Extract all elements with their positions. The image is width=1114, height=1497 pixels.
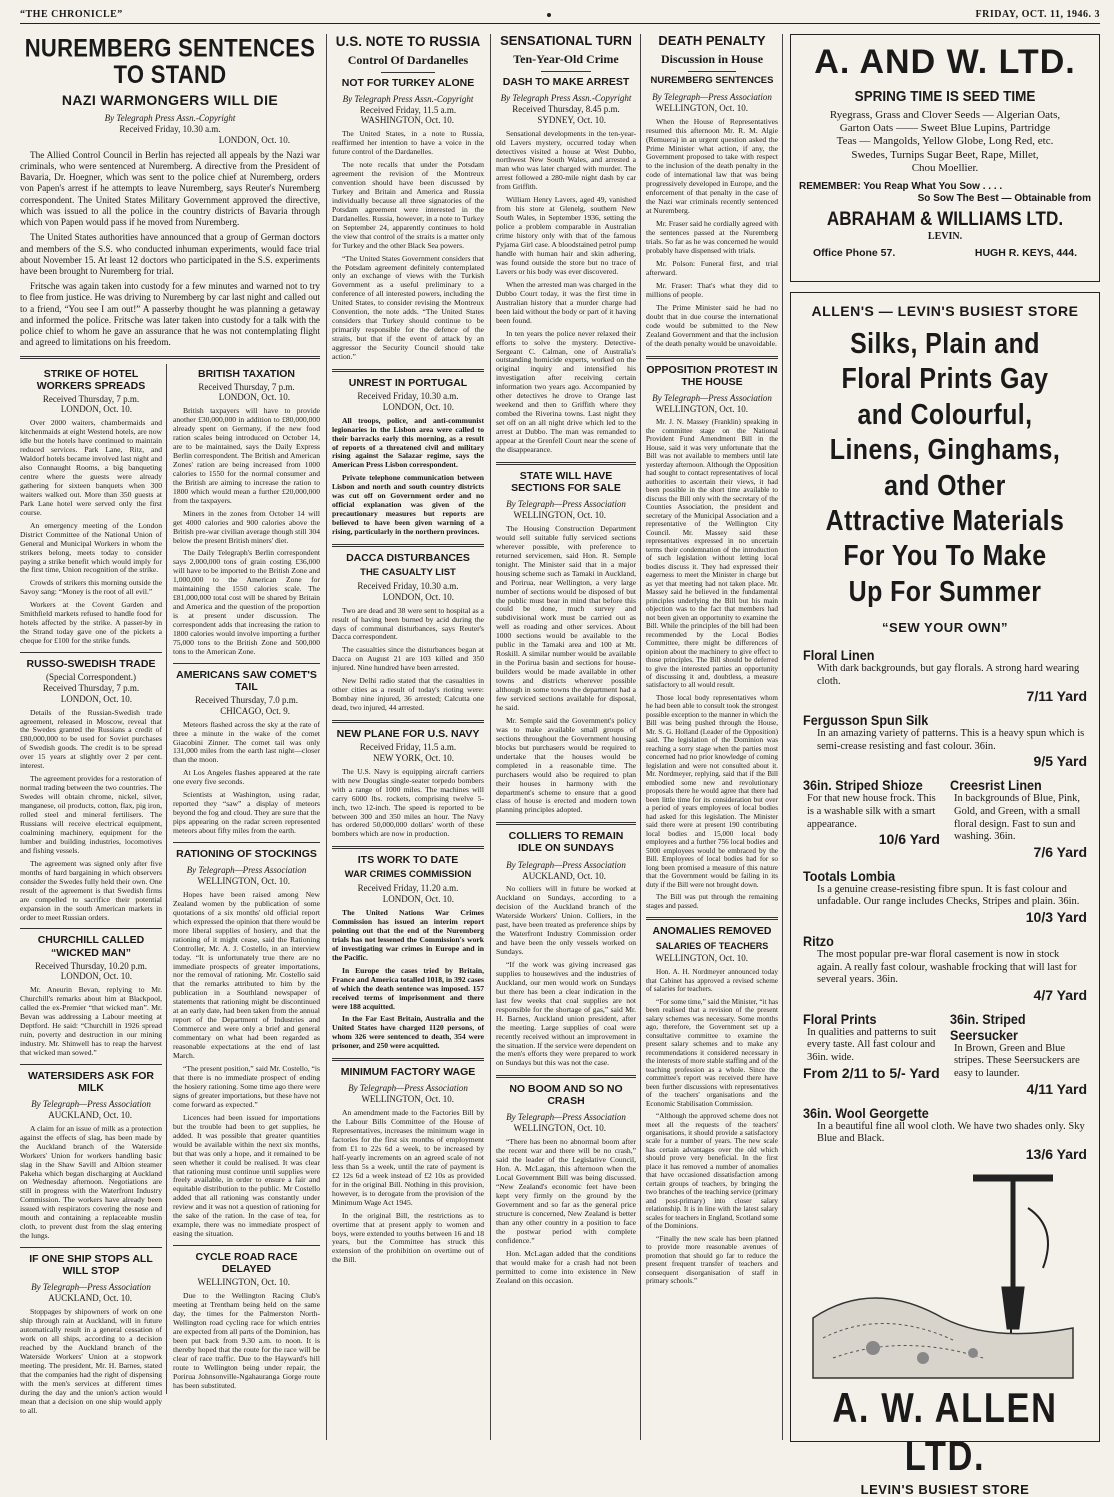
article-paragraph: Hon. McLagan added that the conditions that would make for a crash had not been permitted to come into existence in New Zealand on this occasion.	[496, 1248, 636, 1285]
received-line: Received Friday, 10.30 a.m.	[119, 124, 221, 135]
article-paragraph: “Although the approved scheme does not meet all the requests of the teachers' organisations, it should provide a satisfactory scale for a number of years. The new scale has certain advantages over the old which should prove very beneficial. In the first place it has removed a number of anomalies that have occasioned dissatisfaction among certain groups of teachers, by bringing the two branches of the teaching service (primary and post-primary) into closer salary relationship. It is in line with the latest salary scales for teachers in England, Scotland some of the Dominions.	[646, 1112, 778, 1231]
product-price: 4/11 Yard	[1026, 1080, 1087, 1097]
dateline: WELLINGTON, Oct. 10.	[197, 1277, 290, 1288]
article-paragraph: An amendment made to the Factories Bill by the Labour Bills Committee of the House of Representatives, increases the minimum wage in factories for the first six months of employment from £1 to 22s 6d a week, to be increased by half-yearly increments on an agreed scale of not less than 5s a week, until the rate of payment is £2 12s 6d a week instead of £2 10s as provided for in the original Bill. Nothing in this provision, however, is to derogate from the provision of the Minimum Wage Act 1945.	[332, 1108, 484, 1207]
aw-town: LEVIN.	[927, 230, 963, 242]
aw-advertisement	[790, 34, 1100, 282]
received-line: Received Friday, 10.30 a.m.	[357, 581, 459, 592]
dateline: WELLINGTON, Oct. 10.	[513, 510, 606, 521]
article-paragraph: The note recalls that under the Potsdam agreement the revision of the Montreux convention should have been discussed by Turkey and Britain and America and Russia individually because all three signatories of the Potsdam agreement were interested in the Dardanelles. Russia, however, in a note to Turkey on September 24, apparently continues to hold the view that control of the straits is a matter only for Turkey and the other Black Sea powers.	[332, 160, 484, 250]
byline: By Telegraph Press Assn.-Copyright	[500, 93, 632, 103]
column-rule	[326, 34, 327, 1440]
article-paragraph: The U.S. Navy is equipping aircraft carriers with new Douglas single-seater torpedo bombers with a range of 1000 miles. The machines will carry 6000 lbs. rockets, comprising twelve 5-inch, two 12-inch. The speed is reported to be between 300 and 350 miles an hour. The Navy has ordered 50,000,000 dollars' worth of these bombers which are now in production.	[332, 766, 484, 839]
product-price: 4/7 Yard	[1033, 986, 1087, 1003]
article-kicker: DASH TO MAKE ARREST	[502, 75, 630, 88]
dateline: WELLINGTON, Oct. 10.	[361, 1094, 454, 1105]
article-title: COLLIERS TO REMAIN IDLE ON SUNDAYS	[508, 830, 624, 855]
article-subtitle: Ten-Year-Old Crime	[513, 51, 619, 66]
product-name: Ritzo	[803, 932, 834, 949]
product-description: In qualities and patterns to suit every taste. All fast colour and 36in. wide.	[807, 1026, 937, 1063]
main-headline: NUREMBERG SENTENCES TO STAND	[24, 33, 316, 89]
masthead-right: FRIDAY, OCT. 11, 1946. 3	[975, 9, 1100, 20]
product-price: 7/6 Yard	[1033, 843, 1087, 860]
article-kicker: NUREMBERG SENTENCES	[650, 74, 774, 86]
aw-line: Garton Oats —— Sweet Blue Lupins, Partridge	[839, 122, 1051, 135]
article-title: DACCA DISTURBANCES	[346, 552, 470, 565]
article-paragraph: Stoppages by shipowners of work on one ship through rain at Auckland, will in future automatically result in a general cessation of work on all ships, according to a decision reached by the Auckland branch of the Waterside Workers' Union at a stopwork meeting. The president, Mr. H. Barnes, stated that the companies had the right of dispensing with the men's services at different times during the day and the union's action would mean that a decision on one ship would apply to all.	[20, 1307, 162, 1415]
product-item	[803, 1011, 940, 1097]
article-title: STRIKE OF HOTEL WORKERS SPREADS	[36, 367, 146, 392]
received-line: Received Thursday, 7 p.m.	[42, 682, 140, 693]
article-subtitle: Discussion in House	[660, 51, 764, 66]
article-title: UNREST IN PORTUGAL	[348, 377, 468, 389]
byline: By Telegraph—Press Association	[506, 1112, 626, 1123]
aw-sow: So Sow The Best — Obtainable from	[917, 192, 1091, 204]
dateline: LONDON, Oct. 10.	[60, 971, 132, 982]
article-paragraph: Over 2000 waiters, chambermaids and kitchenmaids at eight Westend hotels, are now idle but the hotels have continued to maintain reduced services. Park Lane, Ritz, and Waldorf hotels became involved last night and also Connaught Rooms, a big banqueting centre where the guests were already gathering for sixteen banquets when 300 waiters walked out. More than 350 guests at Park Lane hotel were served only the first course.	[20, 418, 162, 517]
dateline: LONDON, Oct. 10.	[382, 894, 454, 905]
article-paragraph: Due to the Wellington Racing Club's meeting at Trentham being held on the same day, the times for the Palmerston North-Wellington road cycling race for which entries are expected from all parts of the Dominion, has been put back from 9.30 a.m. to noon. It is thereby hoped that the route for the race will be clear of race traffic. Due to the Hayward's hill route to Wellington being under repair, the Porirua Johnsonville-Ngahauranga Gorge route has been substituted.	[173, 1291, 320, 1390]
article-paragraph: “There has been no abnormal boom after the recent war and there will be no crash,” said the leader of the Legislative Council, Hon. A. McLagan, this afternoon when the Local Government Bill was being discussed. “New Zealand's economic feet have been kept very firmly on the ground by the Government and so far as the general price structure is concerned, New Zealand is better than any other country in a position to face the postwar period with complete confidence.”	[496, 1137, 636, 1245]
article-paragraph: “Finally the new scale has been planned to provide more reasonable avenues of promotion that should go far to reduce the present frequent transfer of teachers and consequent disorganisation of staff in primary schools.”	[646, 1234, 778, 1286]
product-name: 36in. Wool Georgette	[803, 1104, 929, 1121]
received-line: Received Friday, 11.5 a.m.	[359, 742, 457, 753]
byline: By Telegraph—Press Association	[652, 392, 772, 403]
article-paragraph: Meteors flashed across the sky at the rate of three a minute in the wake of the comet Giacobini Zinner. The comet tail was only 131,000 miles from the earth last night—closer than the moon.	[173, 719, 320, 765]
article-title: DEATH PENALTY	[658, 33, 766, 48]
fabric-illustration	[813, 1298, 1073, 1378]
aw-brand: A. AND W. LTD.	[814, 43, 1076, 81]
article-paragraph: An emergency meeting of the London District Committee of the National Union of General and Municipal Workers in whom the strikers belong, meets today to consider paying a strike benefit which would imply for the first time, Union recognition of the strike.	[20, 520, 162, 575]
product-name: Creesrist Linen	[950, 777, 1042, 794]
article-paragraph: In ten years the police never relaxed their efforts to solve the mystery. Detective-Sergeant C. Calman, one of Australia's outstanding homicide experts, worked on the original inquiry and intensified his investigation after receiving certain information two years ago. Accompanied by other detectives he drove to Orange last weekend and then to Griffith where they combed the Riverina towns. Last night they set off on an all night drive which led to the arrest at Dubbo. The man was remanded to appear at the Grenfell Court near the scene of the disappearance.	[496, 328, 636, 454]
article-title: AMERICANS SAW COMET'S TAIL	[176, 668, 317, 693]
article-paragraph: The Allied Control Council in Berlin has rejected all appeals by the Nazi war criminals, who were sentenced at Nuremberg. A directive from the President of Bavaria, Dr. Hoegner, which was sent to the police chief at Nuremberg, orders von Papen's arrest if he attempts to leave Nuremberg, says Reuter's Nuremberg correspondent. The United States Military Government approved the directive, which was issued to all the police in the country districts of Bavaria through which von Papen would pass if he moved from Nuremberg.	[20, 149, 320, 228]
article-title: SENSATIONAL TURN	[500, 33, 632, 48]
byline: By Telegraph Press Assn.-Copyright	[104, 113, 236, 124]
byline: By Telegraph—Press Association	[186, 865, 307, 876]
byline: By Telegraph—Press Association	[506, 859, 626, 870]
divider	[332, 1058, 484, 1061]
product-description: The most popular pre-war floral casement is now in stock again. A really fast colour, washable frocking that will last for several years. 36in.	[817, 948, 1077, 986]
aw-line: Chou Moellier.	[911, 161, 979, 174]
dateline: WELLINGTON, Oct. 10.	[513, 1123, 606, 1134]
product-description: In Brown, Green and Blue stripes. These Seersuckers are easy to launder.	[954, 1042, 1080, 1079]
article-paragraph: New Delhi radio stated that the casualties in other cities as a result of today's rioting were: Bombay nine injured, 36 arrested; Calcutta one dead, two injured, 44 arrested.	[332, 676, 484, 713]
article-paragraph: Mr. Fraser: That's what they did to millions of people.	[646, 280, 778, 299]
dateline: LONDON, Oct. 10.	[60, 404, 132, 415]
dateline: WELLINGTON, Oct. 10.	[655, 102, 748, 113]
divider	[646, 917, 778, 920]
allen-advertisement	[790, 292, 1100, 1497]
article-paragraph: Hon. A. H. Nordmeyer announced today that Cabinet has approved a revised scheme of salaries for teachers.	[646, 968, 778, 994]
nuremberg-column	[20, 32, 320, 1442]
dateline: NEW YORK, Oct. 10.	[373, 752, 454, 763]
masthead	[20, 6, 1100, 24]
received-line: Received Thursday, 7 p.m.	[42, 393, 140, 404]
allen-company: A. W. ALLEN LTD.	[832, 1383, 1058, 1479]
product-description: With dark backgrounds, but gay florals. A strong hard wearing cloth.	[817, 663, 1080, 687]
received-line: Received Thursday, 7 p.m.	[198, 381, 295, 392]
article-paragraph: The agreement was signed only after five months of hard bargaining in which observers consider the Swedes fully held their own. One result of the agreement is that Swedish firms are compelled to sacrifice their potential expansion in the south American markets in order to meet Russian orders.	[20, 858, 162, 922]
article-paragraph: Details of the Russian-Swedish trade agreement, released in Moscow, reveal that the Swedes granted the Russians a credit of £80,000,000 to be used for Soviet purchases of Swedish goods. The credit is to be spread over 15 years at slightly over 2 per cent. interest.	[20, 707, 162, 771]
divider	[20, 1247, 162, 1248]
product-price: 10/6 Yard	[878, 831, 940, 848]
received-line: Received Friday, 10.30 a.m.	[357, 391, 459, 402]
masthead-left: “THE CHRONICLE”	[20, 9, 123, 20]
article-paragraph: “The United States Government considers that the Potsdam agreement definitely contemplated only an exchange of views with the Turkish Government as a useful preliminary to a conference of all interested powers, including the United States, to consider revising the Montreux Convention, the note adds. “The United States considers that Turkey should continue to be primarily responsible for the defence of the straits, but that if the event of attack by an aggressor the Security Council should take action.”	[332, 253, 484, 362]
article-paragraph: “If the work was giving increased gas supplies to housewives and the industries of Auckland, our men would work on Sundays but there has been a clear indication in the last few weeks that coal supplies are not responsible for the shortage of gas,” said Mr. H. Barnes, Auckland union president, after the meeting. Large supplies of coal were recently received without an improvement in the situation. If the service were dependent on the men's efforts they were prepared to work on Sundays but this was not the case.	[496, 959, 637, 1068]
article-paragraph: Licences had been issued for importations but the trouble had been to get supplies, he added. It was possible that greater quantities would be available within the next six months, but that was only a hope, and it remained to be seen whether it could be realised. It was clear that rationing must continue until supplies were freely available, in order to ensure a fair and equitable distribution to the public. Mr Costello added that all rationing was constantly under review and it was not a question of rationing for the sake of the ration. In the case of tea, for example, there was no immediate prospect of easing the situation.	[173, 1112, 320, 1239]
article-subtitle: Control Of Dardanelles	[347, 52, 469, 67]
article-paragraph: “For some time,” said the Minister, “it has been realised that a revision of the present salary schemes was necessary. Some months ago, therefore, the Government set up a consultative committee to examine the present salary schemes and to make any recommendations it considered necessary in the interests of more stable staffing and of the teaching profession as a whole. Since the committee's report was received there have been further discussions with representatives of the teachers' organisations and the Economic Stabilisation Commission.	[646, 997, 778, 1108]
article-paragraph: In the original Bill, the restrictions as to overtime that at present apply to women and boys, were extended to youths between 16 and 18 years, but the Committee has struck this extension of the prohibition on overtime out of the Bill.	[332, 1210, 484, 1265]
product-description: For that new house frock. This is a washable silk with a smart appearance.	[807, 793, 936, 830]
dateline: LONDON, Oct. 10.	[382, 591, 454, 602]
received-line: Received Thursday, 10.20 p.m.	[35, 960, 147, 971]
article-title: WATERSIDERS ASK FOR MILK	[27, 1069, 154, 1094]
article-paragraph: British taxpayers will have to provide another £30,000,000 in addition to £80,000,000 already spent on Germany, if the new food ration scales being introduced on October 14, are to be maintained, says the Daily Express Berlin correspondent. The British and American Zones' ration are being increased from 1000 calories to 1550 for the normal consumer and the British are aiming to increase the ration to 1800 which would mean a further £20,000,000 from the taxpayers.	[173, 406, 320, 505]
byline: By Telegraph Press Assn.-Copyright	[342, 93, 474, 104]
article-paragraph: The United Nations War Crimes Commission has issued an interim report pointing out that the end of the Nuremberg trials has not lessened the Commission's work of investigating war crimes in Europe and in the Pacific.	[332, 907, 484, 962]
product-row	[803, 1011, 1087, 1097]
article-paragraph: Sensational developments in the ten-year-old Lavers mystery, occurred today when detectives visited a house at West Dubbo, northwest New South Wales, and arrested a man who was later charged with murder. The arrest followed a 280-mile night dash by car from Griffith.	[496, 128, 636, 192]
article-paragraph: The United States, in a note to Russia, reaffirmed her intention to have a voice in the future control of the Dardanelles.	[332, 129, 484, 157]
received-line: Received Thursday, 7.0 p.m.	[195, 695, 298, 706]
article-title: RUSSO-SWEDISH TRADE	[26, 658, 156, 671]
article-paragraph: Private telephone communication between Lisbon and north and south country districts was cut off on Government order and no official explanation was given of the precautionary measures but reports are believed to have been given warning of a rising, particularly in the northern provinces.	[332, 473, 484, 537]
aw-headline: SPRING TIME IS SEED TIME	[854, 88, 1036, 105]
product-name: Tootals Lombia	[803, 867, 896, 884]
aw-remember: REMEMBER: You Reap What You Sow . . . .	[799, 180, 1003, 192]
divider	[20, 928, 162, 929]
dateline: LONDON, Oct. 10.	[218, 392, 290, 403]
article-paragraph: Two are dead and 38 were sent to hospital as a result of having been burned by acid during the days of communal disturbances, says Reuter's Dacca correspondent.	[332, 605, 484, 642]
article-paragraph: In the Far East Britain, Australia and the United States have charged 1120 persons, of whom 326 were sentenced to death, 354 were prisoner, and 250 were acquitted.	[332, 1014, 484, 1051]
column-five	[646, 32, 778, 1442]
byline: By Telegraph—Press Association	[652, 91, 772, 102]
article-title: IF ONE SHIP STOPS ALL WILL STOP	[29, 1253, 153, 1278]
article-paragraph: Miners in the zones from October 14 will get 4000 calories and 900 calories above the British pre-war civilian average though still 304 below the present British miners' diet.	[173, 508, 320, 545]
product-item	[803, 1105, 1087, 1162]
article-paragraph: The casualties since the disturbances began at Dacca on August 21 are 103 killed and 350 injured. Nine hundred have been arrested.	[332, 645, 484, 673]
divider	[20, 356, 320, 359]
article-paragraph: When the House of Representatives resumed this afternoon Mr. R. M. Algie (Remuera) in an urgent question asked the Prime Minister what action, if any, the Government proposed to take with respect to the inclusion of the death penalty in the code of international law that was being progressively developed in Europe, and the enforcement of that penalty in the case of the Nazi war criminals recently sentenced at Nuremberg.	[646, 116, 778, 216]
divider	[332, 544, 484, 547]
dateline: SYDNEY, Oct. 10.	[537, 114, 606, 125]
article-paragraph: Mr. Fraser said he cordially agreed with the sentences passed at the Nuremberg trials. So far as he was concerned he would probably have dispensed with trials.	[646, 219, 778, 255]
article-title: ITS WORK TO DATE	[357, 854, 459, 867]
product-name: 36in. Striped Seersucker	[950, 1010, 1026, 1043]
article-paragraph: The United States authorities have announced that a group of German doctors and members of the S.S. who conducted inhuman experiments, would face trial about November 15. At least 12 doctors who participated in the S.S. experiments have been brought to Nuremberg for trial.	[20, 232, 320, 276]
product-description: In an amazing variety of patterns. This is a heavy spun which is semi-crease resisting and fast colour. 36in.	[817, 728, 1085, 752]
column-four	[496, 32, 636, 1442]
received-line: Received Friday, 11.20 a.m.	[357, 883, 459, 894]
byline: By Telegraph—Press Association	[31, 1098, 151, 1109]
allen-headline: Silks, Plain and Floral Prints Gay and Colourful, Linens, Ginghams, and Other Attractive Materials For You To Make Up For Summer	[825, 328, 1065, 608]
divider	[332, 369, 484, 372]
article-paragraph: Fritsche was again taken into custody for a few minutes and warned not to try to flee from justice. He was driving to Nuremberg by car last night and called out to a friend, “You see I am out!” A passerby thought he was planning a getaway and informed the police. Fritsche was later taken into custody for a talk with the police chief to whom he gave an assurance that he was not contemplating flight and agreed to limitations on his freedom.	[20, 281, 320, 348]
aw-phone: Office Phone 57.	[813, 246, 896, 259]
aw-contacts	[799, 247, 1091, 259]
article-paragraph: The agreement provides for a restoration of normal trading between the two countries. The Swedes will obtain chrome, nickel, silver, manganese, oil products, cotton, flax, pig iron, rolled steel and mineral fertilisers. The Russians will receive electrical equipment, coalmining machinery, equipment for the lumber and building industries, locomotives and fishing vessels.	[20, 774, 162, 855]
divider	[646, 356, 778, 359]
subcolumn-right	[173, 364, 320, 1394]
article-title: STATE WILL HAVE SECTIONS FOR SALE	[511, 469, 621, 495]
aw-company: ABRAHAM & WILLIAMS LTD.	[826, 208, 1064, 230]
advertisement-column	[790, 34, 1100, 1497]
article-kicker: WAR CRIMES COMMISSION	[344, 869, 472, 881]
divider	[173, 842, 320, 843]
article-paragraph: Those local body representatives whom he had been able to consult took the strongest possible exception to the manner in which the Bill was being pushed through the House, Mr. S. G. Holland (Leader of the Opposition) said. The legislation of the Dominion was reaching a sorry stage when the parties most concerned had no prior knowledge of coming legislation and were not consulted about it. Mr. Nordmeyer, replying, said that if the Bill embodied some new and revolutionary proposals there he would agree that there had been little time for its consideration but over a period of years employees of local bodies had asked for this legislation. The Minister said there were at present 190 contributing local bodies and 15,000 local body employees and a further 756 local bodies and 5000 employees would be embraced by the Bill. Employees of local bodies had for so long been promised a measure of this nature that the Government would be failing in its duty if the Bill were not brought down.	[646, 693, 778, 889]
divider	[20, 652, 162, 653]
dateline: LONDON, Oct. 10.	[382, 401, 454, 412]
article-title: RATIONING OF STOCKINGS	[176, 848, 317, 861]
allen-header: ALLEN'S — LEVIN'S BUSIEST STORE	[811, 303, 1079, 319]
article-paragraph: “The present position,” said Mr. Costello, “is that there is no immediate prospect of ending the hosiery rationing. Some time ago there were signs of greater importations, but these have not come forward as expected.”	[173, 1064, 320, 1109]
article-title: CHURCHILL CALLED “WICKED MAN”	[37, 934, 145, 959]
divider	[381, 72, 436, 73]
article-paragraph: Mr. Polson: Funeral first, and trial afterward.	[646, 258, 778, 277]
product-name: Fergusson Spun Silk	[803, 712, 929, 729]
article-kicker: NOT FOR TURKEY ALONE	[341, 76, 475, 89]
subcolumn-left	[20, 364, 167, 1415]
received-line: Received Thursday, 8.45 p.m.	[512, 104, 620, 114]
divider	[541, 71, 591, 72]
dateline: WELLINGTON, Oct. 10.	[197, 876, 290, 887]
column-rule	[782, 34, 783, 1440]
dateline: LONDON, Oct. 10.	[218, 134, 290, 145]
dateline: AUCKLAND, Oct. 10.	[522, 870, 606, 881]
article-title: CYCLE ROAD RACE DELAYED	[195, 1251, 298, 1276]
product-name: Floral Prints	[803, 1010, 877, 1027]
product-description: In a beautiful fine all wool cloth. We have two shades only. Sky Blue and Black.	[817, 1120, 1085, 1145]
allen-footer: LEVIN'S BUSIEST STORE	[860, 1481, 1030, 1497]
article-kicker: SALARIES OF TEACHERS	[655, 941, 769, 952]
article-title: ANOMALIES REMOVED	[652, 925, 772, 938]
aw-line: Swedes, Turnips Sugar Beet, Rape, Millet,	[851, 148, 1039, 161]
product-item	[803, 647, 1087, 704]
column-rule	[640, 34, 641, 1440]
product-description: Is a genuine crease-resisting fibre spun. It is fast colour and unfadable. Our range includes Checks, Stripes and plain. 36in.	[817, 883, 1080, 908]
article-paragraph: Hopes have been raised among New Zealand women by the publication of some quotations of a six months' old official report which expressed the opinion that there would be more liberal supplies of hosiery, and that the rationing of it might cease, said the Rationing Controller, Mr. A. J. Costello, in an interview today. “It is unfortunately true there are no immediate prospects of greater importations, nor the removal of rationing. Mr. Costello said that the remarks attributed to him by the publication in a Southland newspaper of statements that rationing might be discontinued at an early date, had been taken from the annual report of the Department of Industries and Commerce and were only a brief and general commentary on what had been regarded as reasonable expectations at the end of last March.	[173, 889, 320, 1061]
product-description: In backgrounds of Blue, Pink, Gold, and Green, with a small floral design. Fast to sun and washing. 36in.	[954, 793, 1081, 843]
article-title: NEW PLANE FOR U.S. NAVY	[336, 728, 480, 741]
product-price: 9/5 Yard	[1033, 753, 1087, 770]
column-three	[332, 32, 484, 1442]
dateline: CHICAGO, Oct. 9.	[220, 705, 290, 716]
dateline: WELLINGTON, Oct. 10.	[655, 953, 748, 964]
byline: By Telegraph—Press Association	[31, 1282, 151, 1293]
article-title: NO BOOM AND SO NO CRASH	[509, 1083, 623, 1108]
product-item	[803, 868, 1087, 925]
article-kicker: THE CASUALTY LIST	[360, 567, 456, 579]
product-item	[950, 777, 1087, 859]
article-paragraph: Scientists at Washington, using radar, reported they “saw” a display of meteors beyond the fog and cloud. They are sure that the pips appearing on the radar screen represented meteors about fifty miles from the earth.	[173, 790, 320, 836]
aw-line: Ryegrass, Grass and Clover Seeds — Algerian Oats,	[829, 109, 1061, 121]
dateline: AUCKLAND, Oct. 10.	[48, 1293, 132, 1304]
article-title: MINIMUM FACTORY WAGE	[340, 1066, 476, 1079]
article-title: BRITISH TAXATION	[197, 367, 296, 380]
divider	[332, 846, 484, 849]
article-paragraph: The Prime Minister said he had no doubt that in due course the international code would be submitted to the New Zealand Government and that the inclusion of the death penalty would be unavoidable.	[646, 302, 778, 348]
dateline: WASHINGTON, Oct. 10.	[360, 115, 454, 126]
divider	[688, 71, 736, 72]
divider	[173, 663, 320, 664]
divider	[332, 720, 484, 723]
dateline: LONDON, Oct. 10.	[60, 693, 132, 704]
divider	[496, 462, 636, 465]
source-line: (Special Correspondent.)	[46, 672, 136, 683]
article-paragraph: Mr. Semple said the Government's policy was to make available small groups of sections throughout the Government housing blocks but purchasers would be required to undertake that the houses would be completed in a reasonable time. The purchasers would also be required to plan their houses in harmony with the department's scheme to ensure that a good class of house is erected and modern town planning principles adopted.	[496, 715, 636, 815]
product-price: From 2/11 to 5/- Yard	[803, 1064, 940, 1081]
product-price: 7/11 Yard	[1026, 688, 1087, 705]
product-item	[803, 777, 940, 859]
divider	[496, 822, 636, 825]
product-row	[803, 777, 1087, 859]
article-paragraph: William Henry Lavers, aged 49, vanished from his store at Glenelg, southern New South Wales, in September 1936, setting the police a problem comparable in Australian crime history only with that of the famous Pyjama Girl case. A bloodstained petrol pump handle with human hair and skin adhering, was found outside the store but no trace of Lavers or his body was ever discovered.	[496, 195, 636, 276]
sewing-machine-icon	[973, 1178, 1053, 1353]
article-paragraph: At Los Angeles flashes appeared at the rate one every five seconds.	[173, 768, 320, 787]
divider	[173, 1245, 320, 1246]
article-paragraph: Mr. Aneurin Bevan, replying to Mr. Churchill's remarks about him at Blackpool, called the ex-Premier “that wicked man”. Mr. Bevan was addressing a Labour meeting at Deptford. He said: “Churchill in 1926 spread ruin, poverty and destruction in our mining industry. Mr. Shinwell has to reap the harvest that wicked man sowed.”	[20, 985, 162, 1057]
received-line: Received Friday, 11.5 a.m.	[359, 104, 457, 115]
article-paragraph: The Daily Telegraph's Berlin correspondent says 2,000,000 tons of grain costing £36,000 will have to be imported to the British Zone and 1,000,000 to the American Zone for maintaining the 1550 calories scale. The £81,000,000 total cost will be shared by Britain and America and the question of the proportion is at present under discussion. The correspondent adds that increasing the ration to 1800 calories would involve importing a further 75,000 tons to the British Zone and 500,000 tons to the American Zone.	[173, 548, 320, 656]
article-title: OPPOSITION PROTEST IN THE HOUSE	[646, 363, 778, 388]
article-paragraph: In Europe the cases tried by Britain, France and America totalled 1018, in 392 cases of which the death sentence was imposed. 157 received terms of imprisonment and there were 188 acquitted.	[332, 965, 484, 1011]
article-title: U.S. NOTE TO RUSSIA	[335, 34, 481, 49]
product-name: 36in. Striped Shioze	[803, 777, 923, 794]
dateline: WELLINGTON, Oct. 10.	[655, 403, 748, 414]
article-paragraph: Crowds of strikers this morning outside the Savoy sang: “Money is the root of all evil.”	[20, 578, 162, 597]
byline: By Telegraph—Press Association	[348, 1083, 468, 1094]
divider	[496, 1075, 636, 1078]
divider	[20, 1064, 162, 1065]
article-paragraph: All troops, police, and anti-communist legionaries in the Lisbon area were called to their barracks early this morning, as a result of reports of a threatened civil and military rising against the Salazar regime, says the American Press Lisbon correspondent.	[332, 415, 484, 470]
product-name: Floral Linen	[803, 647, 875, 663]
article-paragraph: No colliers will in future be worked at Auckland on Sundays, according to a decision of the Auckland branch of the Waterside Workers' Union. Colliers, in the past, have been treated as preference ships by the Waterfront Industry Commission order and have been the only vessels worked on Sundays.	[496, 884, 636, 956]
product-item	[803, 712, 1087, 769]
article-paragraph: A claim for an issue of milk as a protection against the effects of slag, has been made by the Auckland branch of the Waterside Workers' Union for workers handling basic slag in the Shaw Savill and Albion steamer Pakeha which began discharging at Auckland on Wednesday afternoon. Negotiations are still in progress with the Waterfront Industry Commission. The workers have already been issued with respirators covering the nose and mouth and containing a replaceable muslin cloth, to prevent dust from the slag entering the lungs.	[20, 1123, 162, 1241]
allen-tagline: “SEW YOUR OWN”	[882, 620, 1008, 635]
product-price: 10/3 Yard	[1025, 908, 1087, 925]
aw-line: Teas — Mangolds, Yellow Globe, Long Red, etc.	[836, 135, 1054, 148]
aw-keys: HUGH R. KEYS, 444.	[974, 246, 1077, 259]
article-paragraph: The Bill was put through the remaining stages and passed.	[646, 893, 778, 910]
dateline: AUCKLAND, Oct. 10.	[48, 1109, 132, 1120]
bullet-dot-icon	[547, 13, 551, 17]
byline: By Telegraph—Press Association	[506, 499, 626, 510]
column-rule	[490, 34, 491, 1440]
article-paragraph: The Housing Construction Department would sell suitable fully serviced sections wherever possible, with preference to returned servicemen, said Hon. R. Semple tonight. The Minister said that in a major housing scheme such as Tamaki in Auckland, and Porirua, near Wellington, a very large number of sections would be disposed of but the public must bear in mind that before this could be done, much survey and subdivisional work must be carried out as well as roading and other services. About 1000 sections would be available to the public in the Tamaki area and 100 at Mt. Roskill. A similar number would be available in the Porirua basin and sections for house-builders would be made available in other towns and districts wherever possible although in some towns the department had a few serviced sections available for disposal, he said.	[496, 523, 636, 712]
article-paragraph: Mr. J. N. Massey (Franklin) speaking in the committee stage on the National Provident Fund Amendment Bill in the House, said it was very unfortunate that the Bill was not available to members until late yesterday afternoon. Although the Opposition had sought to contact representatives of local authorities to ascertain their views, it had been possible in the short time available to discuss the Bill only with the secretary of the Counties Association, the president and secretary of the Municipal Association and a representative of the Wellington City Council. Mr. Massey said these representatives expressed in no uncertain terms their condemnation of the introduction of such legislation without letting local bodies discuss it. They had expressed their eagerness to meet the Minister in charge but as yet that meeting had not taken place. Mr. Massey said he believed in the fundamental principles underlying the Bill but his main objection was to the fact that members had not been given an opportunity to examine the Bill. While the principles of the bill had been recommended by the Local Bodies Committee, there might be differences of opinion about the machinery to give effect to those principles. The Bill should be deferred to give the interested parties an opportunity of discussing it and, doubtless, a measure satisfactory to all would result.	[646, 418, 778, 690]
article-paragraph: Workers at the Covent Garden and Smithfield markets refused to handle food for hotels affected by the strike. A passer-by in the Strand today gave one of the pickets a cheque for £100 for the strike funds.	[20, 600, 162, 646]
article-paragraph: When the arrested man was charged in the Dubbo Court today, it was the first time in Australian history that a murder charge had been laid without the body or part of it having been found.	[496, 279, 636, 325]
product-item	[950, 1011, 1087, 1097]
product-price: 13/6 Yard	[1025, 1145, 1087, 1162]
sub-headline: NAZI WARMONGERS WILL DIE	[61, 92, 279, 109]
product-item	[803, 933, 1087, 1003]
sewing-machine-illustration	[813, 1168, 1073, 1378]
